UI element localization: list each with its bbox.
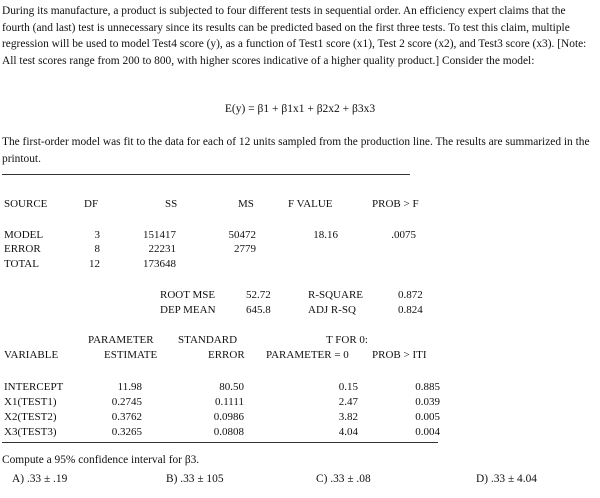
param-row-t: 2.47 — [338, 396, 358, 408]
anova-header-prob: PROB > F — [372, 198, 419, 210]
param-row-variable: X2(TEST2) — [4, 411, 57, 423]
param-header-parameter: PARAMETER — [88, 334, 154, 346]
root-mse-value: 52.72 — [246, 289, 271, 301]
param-row-error: 80.50 — [219, 381, 244, 393]
param-row-error: 0.0808 — [213, 426, 244, 438]
param-header-variable: VARIABLE — [4, 349, 59, 361]
param-row-variable: INTERCEPT — [4, 381, 64, 393]
param-row-t: 0.15 — [338, 381, 358, 393]
dep-mean-label: DEP MEAN — [160, 304, 216, 316]
param-row-variable: X1(TEST1) — [4, 396, 57, 408]
anova-header-ss: SS — [165, 198, 178, 210]
param-row-variable: X3(TEST3) — [4, 426, 57, 438]
anova-header-fvalue: F VALUE — [288, 198, 333, 210]
param-header-estimate: ESTIMATE — [104, 349, 158, 361]
param-row-error: 0.0986 — [213, 411, 244, 423]
divider-bottom — [2, 442, 438, 443]
param-row-t: 3.82 — [338, 411, 358, 423]
param-row-prob: 0.005 — [415, 411, 440, 423]
param-row-error: 0.1111 — [214, 396, 244, 408]
choice-a[interactable]: A) .33 ± .19 — [12, 473, 68, 485]
param-row-estimate: 0.3265 — [111, 426, 142, 438]
adj-r-sq-label: ADJ R-SQ — [308, 304, 356, 316]
choice-d[interactable]: D) .33 ± 4.04 — [476, 473, 537, 485]
param-row-prob: 0.885 — [415, 381, 440, 393]
param-header-tfor0: T FOR 0: — [326, 334, 368, 346]
anova-row-ss: 22231 — [148, 243, 176, 255]
anova-row-prob: .0075 — [391, 229, 416, 241]
param-row-t: 4.04 — [338, 426, 358, 438]
choice-b[interactable]: B) .33 ± 105 — [166, 473, 224, 485]
anova-row-ms: 2779 — [234, 243, 256, 255]
anova-row-ms: 50472 — [228, 229, 256, 241]
anova-header-df: DF — [84, 198, 99, 210]
r-square-value: 0.872 — [398, 289, 423, 301]
r-square-label: R-SQUARE — [308, 289, 364, 301]
anova-row-source: ERROR — [4, 243, 41, 255]
anova-header-source: SOURCE — [4, 198, 48, 210]
param-header-param0: PARAMETER = 0 — [266, 349, 349, 361]
param-row-estimate: 0.3762 — [111, 411, 142, 423]
anova-row-df: 8 — [94, 243, 100, 255]
adj-r-sq-value: 0.824 — [398, 304, 423, 316]
anova-header-ms: MS — [238, 198, 254, 210]
question-prompt: Compute a 95% confidence interval for β3. — [2, 454, 200, 466]
anova-row-ss: 151417 — [143, 229, 176, 241]
anova-row-df: 12 — [89, 258, 100, 270]
divider-top — [2, 174, 410, 175]
model-equation: E(y) = β1 + β1x1 + β2x2 + β3x3 — [224, 103, 376, 115]
anova-row-df: 3 — [94, 229, 100, 241]
param-header-prob: PROB > ITI — [372, 349, 427, 361]
root-mse-label: ROOT MSE — [160, 289, 216, 301]
param-header-standard: STANDARD — [178, 334, 238, 346]
dep-mean-value: 645.8 — [246, 304, 271, 316]
param-header-error: ERROR — [208, 349, 245, 361]
fit-note: The first-order model was fit to the data for each of 12 units sampled from the production line. The results are summarized in the printout. — [2, 136, 590, 165]
param-row-prob: 0.004 — [415, 426, 440, 438]
choice-c[interactable]: C) .33 ± .08 — [316, 473, 371, 485]
param-row-estimate: 0.2745 — [111, 396, 142, 408]
anova-row-source: MODEL — [4, 229, 44, 241]
anova-row-source: TOTAL — [4, 258, 39, 270]
anova-row-fvalue: 18.16 — [313, 229, 338, 241]
question-intro: During its manufacture, a product is subjected to four different tests in sequential order. An efficiency expert claims that the fourth (and last) test is unnecessary since its results can be predicted based on the first three tests. To test this claim, multiple regression will be used to model Test4 score (y), as a function of Test1 score (x1), Test 2 score (x2), and Test3 score (x3). [Note: All test scores range from 200 to 800, with higher scores indicative of a higher quality product.] Consider the model: — [2, 5, 587, 67]
anova-row-ss: 173648 — [143, 258, 176, 270]
param-row-prob: 0.039 — [415, 396, 440, 408]
param-row-estimate: 11.98 — [117, 381, 142, 393]
